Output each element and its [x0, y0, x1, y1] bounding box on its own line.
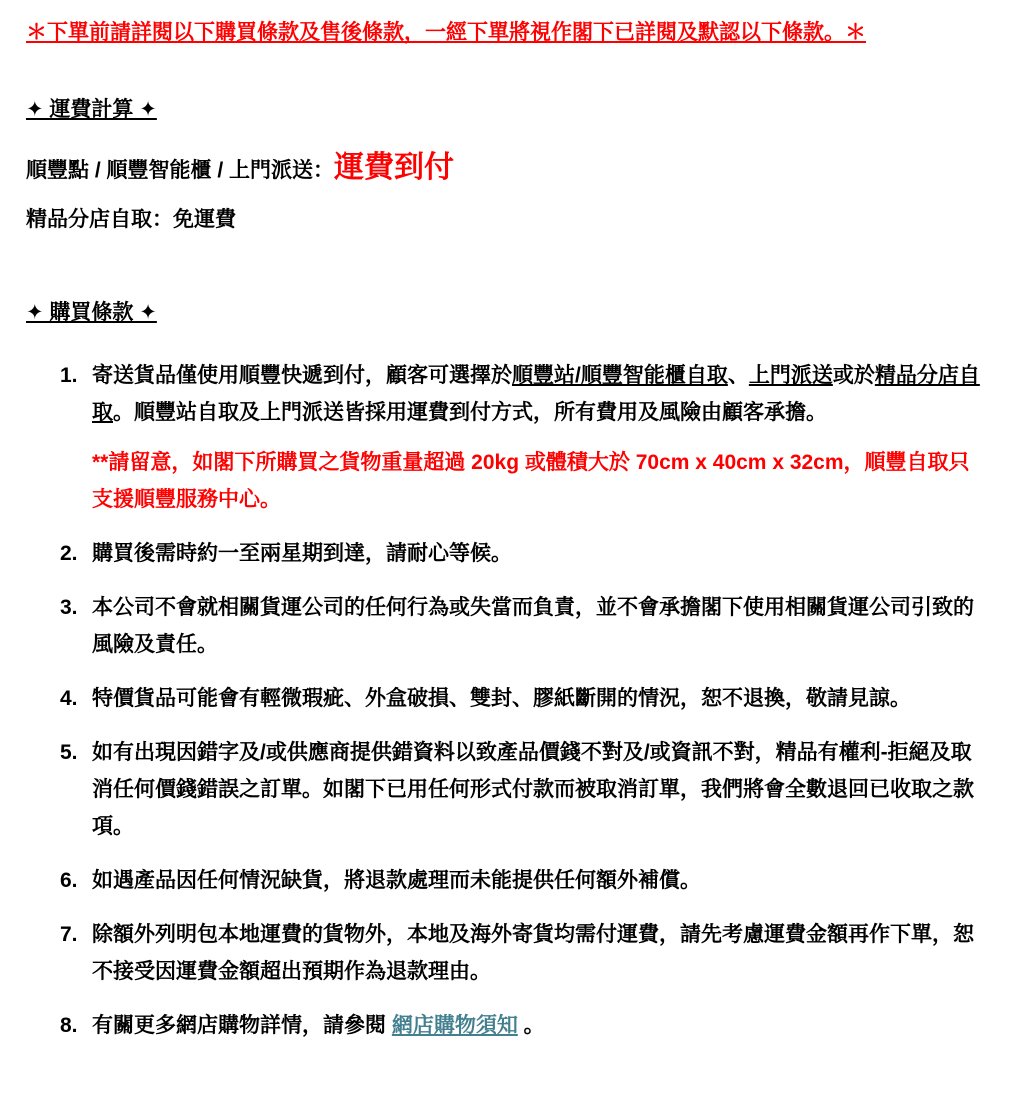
term-3-number: 3. [60, 596, 78, 619]
pre-order-notice: ＊下單前請詳閱以下購買條款及售後條款，一經下單將視作閣下已詳閱及默認以下條款。＊ [26, 21, 866, 44]
term-8-prefix: 有關更多網店購物詳情，請參閱 [92, 1014, 392, 1037]
term-7-number: 7. [60, 923, 78, 946]
term-item-3 [60, 589, 988, 663]
term-1-home-delivery: 上門派送 [748, 364, 833, 387]
term-item-4 [60, 680, 988, 717]
term-1-seg-b: 、 [727, 364, 749, 387]
shipping-fee-heading: ✦ 運費計算 ✦ [26, 98, 157, 121]
term-1-body [92, 357, 988, 518]
term-item-1 [60, 357, 988, 518]
term-5-body [92, 734, 988, 845]
term-8-body [92, 1007, 988, 1044]
term-6-body [92, 862, 988, 899]
term-6-text: 如遇產品因任何情況缺貨，將退款處理而未能提供任何額外補償。 [92, 869, 701, 892]
store-pickup-line: 精品分店自取：免運費 [26, 208, 236, 231]
shipping-methods-label: 順豐點 / 順豐智能櫃 / 上門派送： [26, 159, 335, 182]
term-3-text: 本公司不會就相關貨運公司的任何行為或失當而負責，並不會承擔閣下使用相關貨運公司引致的風險及責任。 [92, 596, 974, 656]
term-1-sf-station-pickup: 順豐站/順豐智能櫃自取 [512, 364, 728, 387]
term-item-2 [60, 535, 988, 572]
term-3-body [92, 589, 988, 663]
term-6-number: 6. [60, 869, 78, 892]
term-8-text [92, 1007, 988, 1044]
term-8-number: 8. [60, 1014, 78, 1037]
term-item-5 [60, 734, 988, 845]
shipping-methods-line [26, 152, 988, 189]
term-1-store-pickup: 精品分店自取 [92, 364, 980, 424]
freight-collect-value: 運費到付 [334, 151, 455, 184]
purchase-terms-heading: ✦ 購買條款 ✦ [26, 301, 157, 324]
term-1-seg-d: 。順豐站自取及上門派送皆採用運費到付方式，所有費用及風險由顧客承擔。 [113, 401, 827, 424]
term-2-body [92, 535, 988, 572]
term-2-number: 2. [60, 542, 78, 565]
term-1-seg-c: 或於 [832, 364, 875, 387]
term-1-seg-a: 寄送貨品僅使用順豐快遞到付，顧客可選擇於 [92, 364, 512, 387]
term-8-suffix: 。 [517, 1014, 545, 1037]
term-7-text: 除額外列明包本地運費的貨物外，本地及海外寄貨均需付運費，請先考慮運費金額再作下單，恕不接受因運費金額超出預期作為退款理由。 [92, 923, 974, 983]
terms-list [26, 357, 988, 1044]
term-1-number: 1. [60, 364, 78, 387]
term-4-text: 特價貨品可能會有輕微瑕疵、外盒破損、雙封、膠紙斷開的情況，恕不退換，敬請見諒。 [92, 687, 911, 710]
term-5-number: 5. [60, 741, 78, 764]
term-5-text: 如有出現因錯字及/或供應商提供錯資料以致產品價錢不對及/或資訊不對，精品有權利-拒絕及取消任何價錢錯誤之訂單。如閣下已用任何形式付款而被取消訂單，我們將會全數退回已收取之款項。 [92, 741, 974, 838]
term-7-body [92, 916, 988, 990]
term-2-text: 購買後需時約一至兩星期到達，請耐心等候。 [92, 542, 512, 565]
term-4-body [92, 680, 988, 717]
term-1-text [92, 357, 988, 431]
term-1-weight-warning: **請留意，如閣下所購買之貨物重量超過 20kg 或體積大於 70cm x 40cm x 32cm，順豐自取只支援順豐服務中心。 [92, 451, 970, 511]
online-shopping-notes-link[interactable]: 網店購物須知 [391, 1014, 518, 1037]
term-item-7 [60, 916, 988, 990]
term-4-number: 4. [60, 687, 78, 710]
term-item-8 [60, 1007, 988, 1044]
term-item-6 [60, 862, 988, 899]
